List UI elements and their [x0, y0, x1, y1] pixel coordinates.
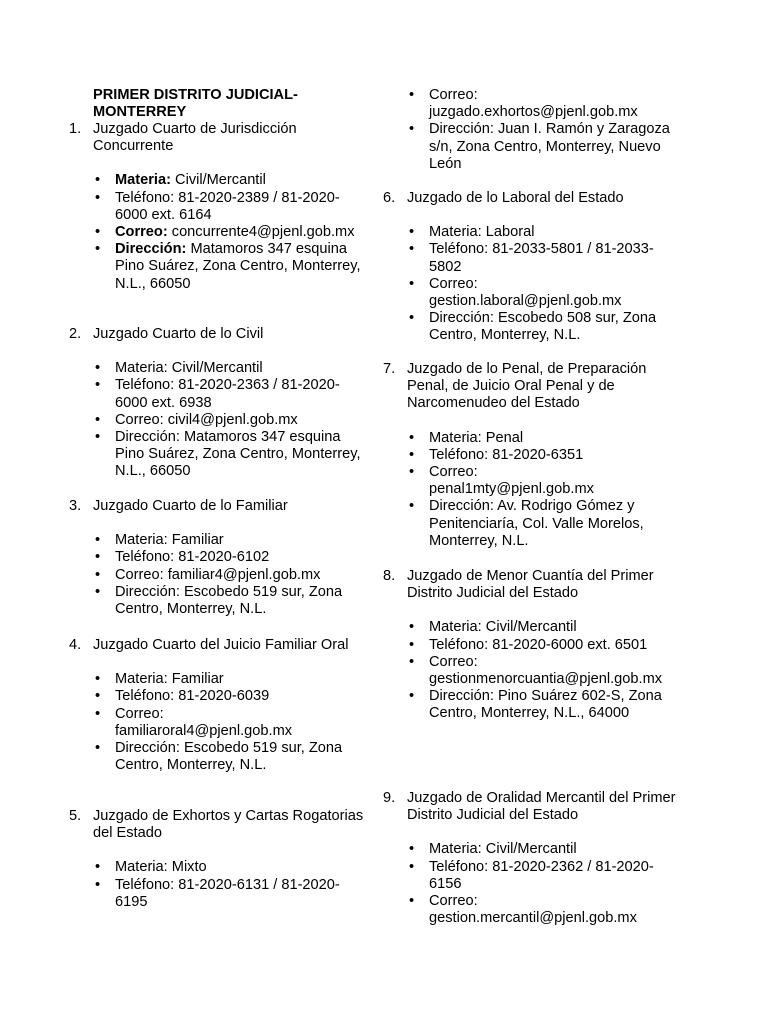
court-number: 5. [69, 808, 82, 824]
telefono-item: • Teléfono: 81-2020-6131 / 81-2020-6195 [69, 877, 369, 911]
telefono-item: • Teléfono: 81-2020-6039 [69, 688, 369, 705]
court-number: 9. [383, 790, 396, 806]
telefono-item: • Teléfono: 81-2020-6000 ext. 6501 [383, 637, 683, 654]
materia-item: • Materia: Mixto [69, 859, 369, 876]
telefono-item: • Teléfono: 81-2020-6102 [69, 549, 369, 566]
email-link[interactable]: civil4@pjenl.gob.mx [167, 411, 298, 428]
court-entry-7 [383, 361, 683, 550]
materia-item: • Materia: Civil/Mercantil [383, 619, 683, 636]
court-entry-2 [69, 326, 369, 481]
email-link[interactable]: juzgado.exhortos@pjenl.gob.mx [429, 104, 638, 121]
court-name: Juzgado Cuarto de lo Civil [93, 326, 264, 342]
materia-item: • Materia: Laboral [383, 224, 683, 241]
materia-item: • Materia: Civil/Mercantil [69, 360, 369, 377]
court-name: Juzgado de lo Penal, de Preparación Penal, de Juicio Oral Penal y de Narcomenudeo del Estado [407, 361, 647, 412]
correo-item: • Correo: concurrente4@pjenl.gob.mx [69, 224, 369, 241]
court-entry-6 [383, 190, 683, 345]
telefono-item: • Teléfono: 81-2033-5801 / 81-2033-5802 [383, 241, 683, 275]
materia-item: • Materia: Civil/Mercantil [383, 841, 683, 858]
email-link[interactable]: gestion.laboral@pjenl.gob.mx [429, 293, 622, 310]
telefono-item: • Teléfono: 81-2020-2363 / 81-2020-6000 ext. 6938 [69, 377, 369, 411]
direccion-item: • Dirección: Pino Suárez 602-S, Zona Centro, Monterrey, N.L., 64000 [383, 688, 683, 722]
direccion-item: • Dirección: Juan I. Ramón y Zaragoza s/n, Zona Centro, Monterrey, Nuevo León [383, 121, 683, 173]
court-entry-3 [69, 498, 369, 618]
court-number: 1. [69, 121, 82, 137]
court-details [69, 532, 369, 618]
direccion-item: • Dirección: Escobedo 519 sur, Zona Centro, Monterrey, N.L. [69, 740, 369, 774]
court-name: Juzgado de Exhortos y Cartas Rogatorias del Estado [93, 808, 364, 842]
email-link[interactable]: gestionmenorcuantia@pjenl.gob.mx [429, 671, 663, 688]
direccion-item: • Dirección: Av. Rodrigo Gómez y Penitenciaría, Col. Valle Morelos, Monterrey, N.L. [383, 498, 683, 550]
court-number: 8. [383, 568, 396, 584]
materia-item: • Materia: Penal [383, 430, 683, 447]
court-number: 4. [69, 637, 82, 653]
direccion-item: • Dirección: Escobedo 519 sur, Zona Centro, Monterrey, N.L. [69, 584, 369, 618]
court-entry-5 [69, 808, 369, 911]
email-link[interactable]: familiaroral4@pjenl.gob.mx [115, 722, 293, 739]
court-details [69, 360, 369, 480]
correo-item: • Correo: familiaroral4@pjenl.gob.mx [69, 706, 369, 740]
court-details [69, 172, 369, 292]
correo-item: • Correo: penal1mty@pjenl.gob.mx [383, 464, 683, 498]
court-number: 2. [69, 326, 82, 342]
direccion-item: • Dirección: Matamoros 347 esquina Pino Suárez, Zona Centro, Monterrey, N.L., 66050 [69, 429, 369, 481]
court-name: Juzgado Cuarto de Jurisdicción Concurrente [93, 121, 297, 155]
correo-item: • Correo: familiar4@pjenl.gob.mx [69, 567, 369, 584]
court-number: 3. [69, 498, 82, 514]
email-link[interactable]: gestion.mercantil@pjenl.gob.mx [429, 910, 637, 927]
materia-item: • Materia: Familiar [69, 671, 369, 688]
court-name: Juzgado de lo Laboral del Estado [407, 190, 624, 206]
court-entry-5-continued [383, 87, 683, 173]
court-details [383, 87, 683, 173]
court-name: Juzgado Cuarto del Juicio Familiar Oral [93, 637, 349, 653]
court-number: 7. [383, 361, 396, 377]
telefono-item: • Teléfono: 81-2020-6351 [383, 447, 683, 464]
correo-item: • Correo: gestion.laboral@pjenl.gob.mx [383, 276, 683, 310]
court-entry-8 [383, 568, 683, 723]
court-details [383, 224, 683, 344]
court-name: Juzgado Cuarto de lo Familiar [93, 498, 288, 514]
court-details [69, 671, 369, 774]
court-entry-4 [69, 637, 369, 774]
court-details [383, 841, 683, 927]
district-heading: PRIMER DISTRITO JUDICIAL- MONTERREY [93, 87, 298, 121]
materia-item: • Materia: Civil/Mercantil [69, 172, 369, 189]
correo-item: • Correo: civil4@pjenl.gob.mx [69, 412, 369, 429]
court-details [69, 859, 369, 911]
direccion-item: • Dirección: Matamoros 347 esquina Pino Suárez, Zona Centro, Monterrey, N.L., 66050 [69, 241, 369, 293]
correo-item: • Correo: gestionmenorcuantia@pjenl.gob.mx [383, 654, 683, 688]
court-details [383, 430, 683, 550]
court-entry-1 [69, 121, 369, 293]
telefono-item: • Teléfono: 81-2020-2389 / 81-2020-6000 ext. 6164 [69, 190, 369, 224]
telefono-item: • Teléfono: 81-2020-2362 / 81-2020-6156 [383, 859, 683, 893]
court-details [383, 619, 683, 722]
correo-item: • Correo: gestion.mercantil@pjenl.gob.mx [383, 893, 683, 927]
direccion-item: • Dirección: Escobedo 508 sur, Zona Centro, Monterrey, N.L. [383, 310, 683, 344]
court-name: Juzgado de Menor Cuantía del Primer Distrito Judicial del Estado [407, 568, 654, 602]
email-link[interactable]: familiar4@pjenl.gob.mx [167, 566, 321, 583]
email-link[interactable]: concurrente4@pjenl.gob.mx [171, 224, 355, 241]
email-link[interactable]: penal1mty@pjenl.gob.mx [429, 481, 594, 498]
correo-item: • Correo: juzgado.exhortos@pjenl.gob.mx [383, 87, 683, 121]
court-entry-9 [383, 790, 683, 927]
court-name: Juzgado de Oralidad Mercantil del Primer Distrito Judicial del Estado [407, 790, 676, 824]
materia-item: • Materia: Familiar [69, 532, 369, 549]
court-number: 6. [383, 190, 396, 206]
